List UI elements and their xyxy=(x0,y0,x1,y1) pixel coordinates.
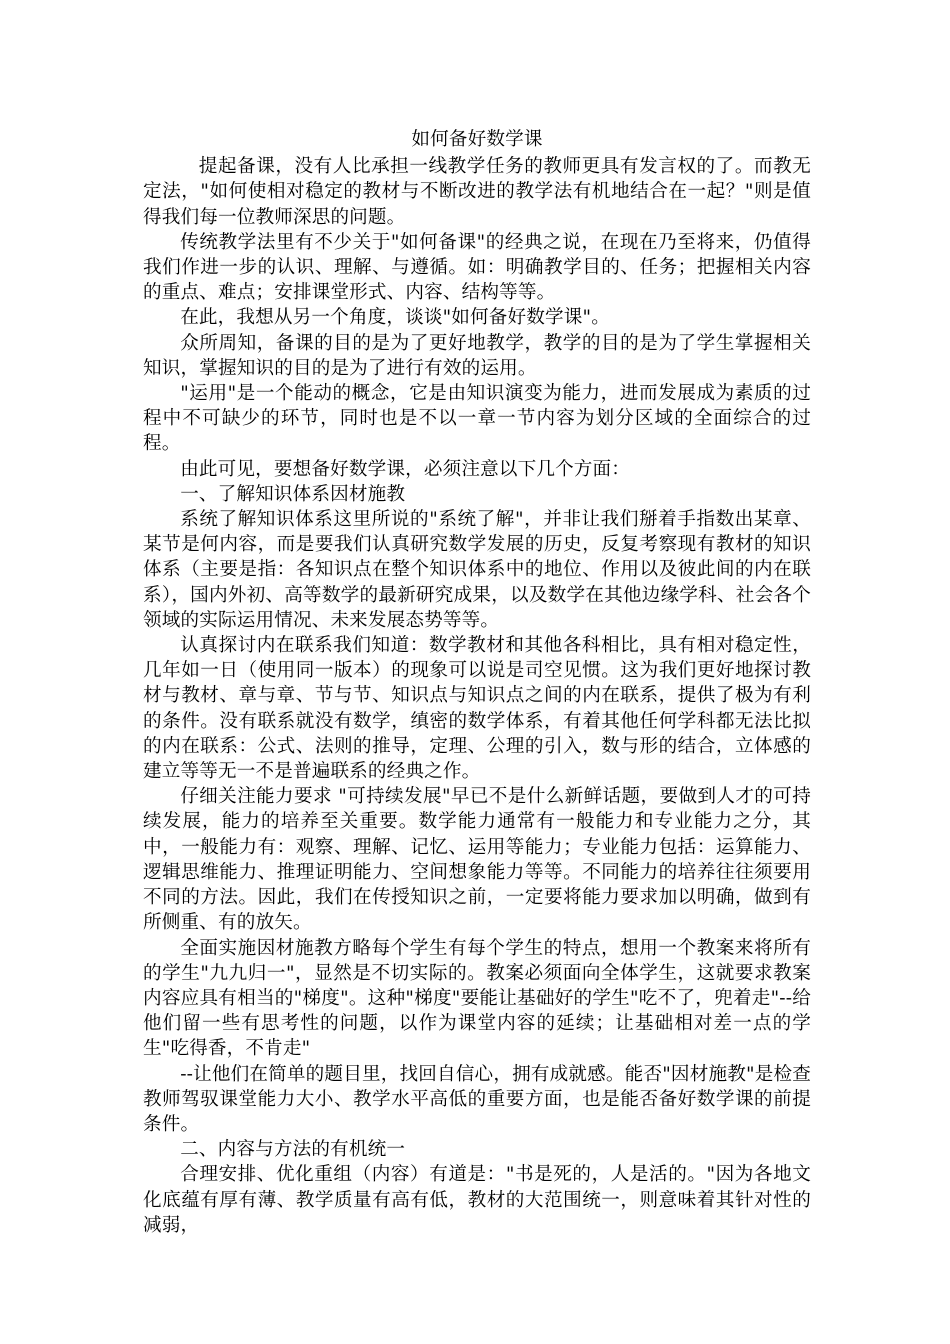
paragraph-inner-connection: 认真探讨内在联系我们知道：数学教材和其他各科相比，具有相对稳定性，几年如一日（使用同一版本）的现象可以说是司空见惯。这为我们更好地探讨教材与教材、章与章、节与节、知识点与知识点之间的内在联系，提供了极为有利的条件。没有联系就没有数学，缜密的数学体系，有着其他任何学科都无法比拟的内在联系：公式、法则的推导，定理、公理的引入，数与形的结合，立体感的建立等等无一不是普遍联系的经典之作。 xyxy=(143,635,811,783)
paragraph-angle: 在此，我想从另一个角度，谈谈"如何备好数学课"。 xyxy=(180,307,610,329)
paragraph-individual-teaching: 全面实施因材施教方略每个学生有每个学生的特点，想用一个教案来将所有的学生"九九归一"，显然是不切实际的。教案必须面向全体学生，这就要求教案内容应具有相当的"梯度"。这种"梯度"要能让基础好的学生"吃不了，兜着走"--给他们留一些有思考性的问题，以作为课堂内容的延续；让基础相对差一点的学生"吃得香，不肯走" xyxy=(143,937,811,1060)
document-page xyxy=(143,127,811,1238)
document-title: 如何备好数学课 xyxy=(411,129,543,150)
paragraph-intro: 提起备课，没有人比承担一线教学任务的教师更具有发言权的了。而教无定法，"如何使相对稳定的教材与不断改进的教学法有机地结合在一起？"则是值得我们每一位教师深思的问题。 xyxy=(143,156,811,228)
paragraph-ability: 仔细关注能力要求 "可持续发展"早已不是什么新鲜话题，要做到人才的可持续发展，能力的培养至关重要。数学能力通常有一般能力和专业能力之分，其中，一般能力有：观察、理解、记忆、运用等能力；专业能力包括：运算能力、逻辑思维能力、推理证明能力、空间想象能力等等。不同能力的培养往往须要用不同的方法。因此，我们在传授知识之前，一定要将能力要求加以明确，做到有所侧重、有的放矢。 xyxy=(143,786,811,934)
paragraph-application: "运用"是一个能动的概念，它是由知识演变为能力，进而发展成为素质的过程中不可缺少的环节，同时也是不以一章一节内容为划分区域的全面综合的过程。 xyxy=(143,383,811,455)
section-heading-2: 二、内容与方法的有机统一 xyxy=(180,1139,406,1161)
paragraph-knowledge-system: 系统了解知识体系这里所说的"系统了解"，并非让我们掰着手指数出某章、某节是何内容，而是要我们认真研究数学发展的历史，反复考察现有教材的知识体系（主要是指：各知识点在整个知识体系中的地位、作用以及彼此间的内在联系），国内外初、高等数学的最新研究成果，以及数学在其他边缘学科、社会各个领域的实际运用情况、未来发展态势等等。 xyxy=(143,509,811,631)
paragraph-confidence: --让他们在简单的题目里，找回自信心，拥有成就感。能否"因材施教"是检查教师驾驭课堂能力大小、教学水平高低的重要方面，也是能否备好数学课的前提条件。 xyxy=(143,1063,811,1135)
paragraph-purpose: 众所周知，备课的目的是为了更好地教学，教学的目的是为了学生掌握相关知识，掌握知识的目的是为了进行有效的运用。 xyxy=(143,332,811,379)
paragraph-aspects: 由此可见，要想备好数学课，必须注意以下几个方面： xyxy=(180,458,631,480)
paragraph-content-arrangement: 合理安排、优化重组（内容）有道是："书是死的，人是活的。"因为各地文化底蕴有厚有薄、教学质量有高有低，教材的大范围统一，则意味着其针对性的减弱， xyxy=(143,1164,811,1236)
paragraph-traditional: 传统教学法里有不少关于"如何备课"的经典之说，在现在乃至将来，仍值得我们作进一步的认识、理解、与遵循。如：明确教学目的、任务；把握相关内容的重点、难点；安排课堂形式、内容、结构等等。 xyxy=(143,231,811,304)
section-heading-1: 一、了解知识体系因材施教 xyxy=(180,483,406,505)
